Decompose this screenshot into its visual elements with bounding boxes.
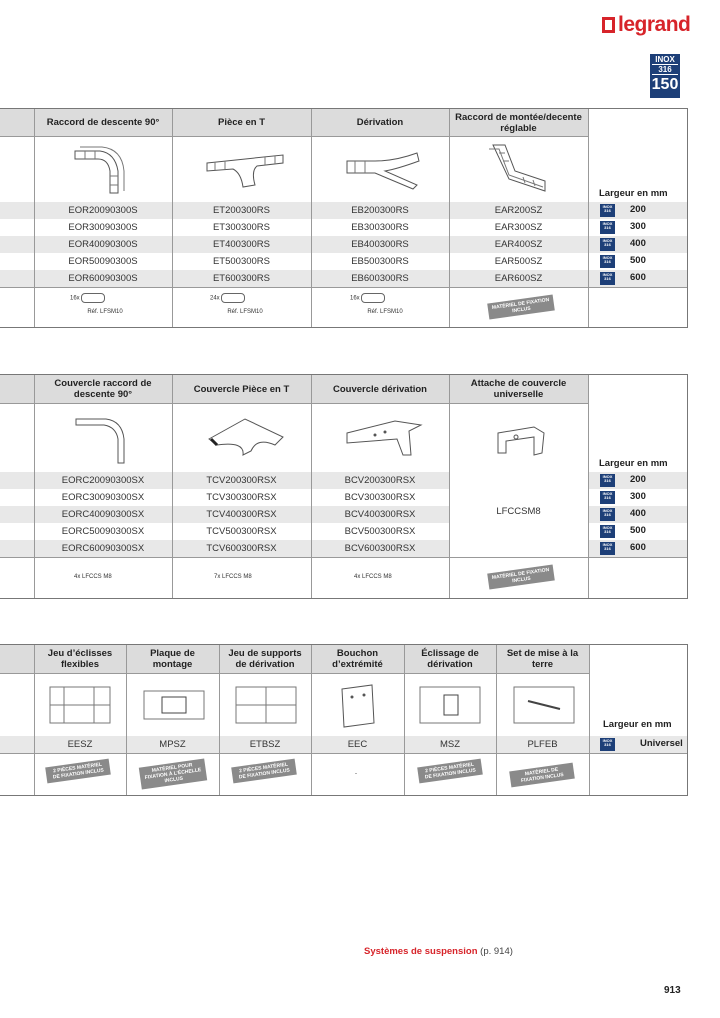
ref-cell: TCV500300RSX: [206, 526, 277, 537]
branch-splice-image: [414, 681, 486, 731]
elbow-cover-image: [72, 411, 132, 467]
ref-cell: EOR40090300S: [68, 239, 138, 250]
bolt-icon: [361, 293, 385, 303]
ref-cell: EORC50090300SX: [61, 526, 145, 537]
header-col-5: Éclissage de dérivation: [404, 645, 496, 673]
table-accessories: [0, 108, 688, 328]
inox-mini-icon: INOX 316: [600, 542, 615, 555]
header-col-1: Jeu d’éclisses flexibles: [34, 645, 126, 673]
ref-cell: EB500300RS: [351, 256, 409, 267]
ref-cell: EOR20090300S: [68, 205, 138, 216]
width-label: Largeur en mm: [599, 188, 668, 199]
adjustable-riser-image: [485, 141, 555, 197]
bolt-icon: [221, 293, 245, 303]
header-col-4: Raccord de montée/decente réglable: [449, 109, 588, 136]
table-row: [0, 253, 687, 270]
fixing-qty-3: 16x: [350, 295, 360, 302]
mounting-plate-image: [138, 681, 210, 731]
inox-mini-icon: INOX 316: [600, 272, 615, 285]
fixing-ref-2: Réf. LFSM10: [227, 309, 263, 315]
logo-icon: [602, 17, 615, 33]
inox-mini-icon: INOX 316: [600, 508, 615, 521]
ref-cell: BCV500300RSX: [344, 526, 416, 537]
cover-fixing-text-3: 4x LFCCS M8: [354, 574, 392, 580]
ref-cell: EAR600SZ: [494, 273, 543, 284]
ref-cell: TCV600300RSX: [206, 543, 277, 554]
ref-cell: ET600300RS: [212, 273, 271, 284]
stamp-3: 2 PIÈCES MATÉRIEL DE FIXATION INCLUS: [231, 759, 297, 784]
cover-fixing-3: [354, 574, 392, 580]
header-col-2: Plaque de montage: [126, 645, 219, 673]
table-row: [0, 270, 687, 287]
width-value: 400: [630, 238, 646, 249]
inox-mini-icon: INOX 316: [600, 525, 615, 538]
ref-cell: EB600300RS: [351, 273, 409, 284]
ref-cell: EOR30090300S: [68, 222, 138, 233]
brand-logo: [602, 12, 690, 38]
footer-page-ref: (p. 914): [480, 946, 513, 957]
cover-fixing-text-1: 4x LFCCS M8: [74, 574, 112, 580]
ref-cell: EB400300RS: [351, 239, 409, 250]
cover-fixing-text-2: 7x LFCCS M8: [214, 574, 252, 580]
ref-cell: BCV400300RSX: [344, 509, 416, 520]
inox-mini-icon: INOX 316: [600, 255, 615, 268]
width-value: 300: [630, 491, 646, 502]
table-connectors: [0, 644, 688, 796]
width-value: 600: [630, 272, 646, 283]
width-value: 500: [630, 255, 646, 266]
header-col-6: Set de mise à la terre: [496, 645, 589, 673]
width-row: [588, 506, 687, 523]
ref-cell: ETBSZ: [249, 739, 281, 750]
branch-support-image: [230, 681, 302, 731]
ref-cell: BCV600300RSX: [344, 543, 416, 554]
ref-cell: EAR400SZ: [494, 239, 543, 250]
end-cap-image: [336, 683, 380, 729]
table-row: [0, 506, 449, 523]
width-row: [588, 523, 687, 540]
ref-cell: EORC40090300SX: [61, 509, 145, 520]
brand-name: legrand: [618, 13, 691, 36]
stamp-1: 2 PIÈCES MATÉRIEL DE FIXATION INCLUS: [45, 759, 111, 784]
inox-mini-icon: INOX 316: [600, 738, 615, 751]
table-row: [0, 202, 687, 219]
ref-cell: EAR500SZ: [494, 256, 543, 267]
inox-mini-icon: INOX 316: [600, 491, 615, 504]
fixing-2: [210, 293, 280, 315]
header-col-1: Couvercle raccord de descente 90°: [34, 375, 172, 403]
flex-splice-image: [44, 681, 116, 731]
stamp-2: MATÉRIEL POUR FIXATION À L’ÉCHELLE INCLUS: [139, 759, 207, 790]
cover-clip-image: [494, 423, 548, 459]
ref-cell: EORC30090300SX: [61, 492, 145, 503]
ref-cell: EORC60090300SX: [61, 543, 145, 554]
earthing-set-image: [508, 681, 580, 731]
width-value: 400: [630, 508, 646, 519]
branch-cover-image: [345, 415, 423, 461]
header-col-3: Dérivation: [311, 109, 449, 136]
ref-cell: TCV300300RSX: [206, 492, 277, 503]
badge-line2: 316: [652, 64, 678, 75]
branch-image: [345, 149, 420, 191]
fixing-qty-2: 24x: [210, 295, 220, 302]
fixing-1: [70, 293, 140, 315]
width-value: 200: [630, 204, 646, 215]
table-row: [0, 472, 449, 489]
ref-cell: EORC20090300SX: [61, 475, 145, 486]
table-row: [0, 236, 687, 253]
header-col-4: Attache de couvercle universelle: [449, 375, 588, 403]
stamp-5: 2 PIÈCES MATÉRIEL DE FIXATION INCLUS: [417, 759, 483, 784]
ref-cell: MPSZ: [159, 739, 186, 750]
header-col-3: Couvercle dérivation: [311, 375, 449, 403]
inox-mini-icon: INOX 316: [600, 474, 615, 487]
ref-cell: TCV200300RSX: [206, 475, 277, 486]
elbow-90-image: [70, 141, 130, 199]
inox-mini-icon: INOX 316: [600, 221, 615, 234]
cover-fixing-stamp: MATÉRIEL DE FIXATION INCLUS: [487, 564, 555, 589]
inox-mini-icon: INOX 316: [600, 238, 615, 251]
ref-cell: PLFEB: [527, 739, 558, 750]
ref-cell: EB200300RS: [351, 205, 409, 216]
merged-ref: LFCCSM8: [496, 506, 541, 517]
inox-mini-icon: INOX 316: [600, 204, 615, 217]
ref-cell: ET400300RS: [212, 239, 271, 250]
ref-cell: EOR60090300S: [68, 273, 138, 284]
ref-cell: ET500300RS: [212, 256, 271, 267]
table-row: [0, 523, 449, 540]
header-col-2: Couvercle Pièce en T: [172, 375, 311, 403]
fixing-ref-1: Réf. LFSM10: [87, 309, 123, 315]
width-value: Universel: [640, 738, 683, 749]
stamp-6: MATÉRIEL DE FIXATION INCLUS: [509, 763, 575, 788]
width-row: [588, 540, 687, 557]
width-label: Largeur en mm: [603, 719, 672, 730]
fixing-stamp: MATÉRIEL DE FIXATION INCLUS: [487, 294, 555, 319]
width-value: 300: [630, 221, 646, 232]
table-row: [0, 736, 687, 753]
ref-cell: BCV300300RSX: [344, 492, 416, 503]
ref-cell: MSZ: [439, 739, 461, 750]
header-col-2: Pièce en T: [172, 109, 311, 136]
ref-cell: ET300300RS: [212, 222, 271, 233]
width-value: 600: [630, 542, 646, 553]
table-covers: [0, 374, 688, 599]
table-row: [0, 489, 449, 506]
stamp-4: -: [355, 771, 357, 777]
t-piece-image: [205, 149, 285, 189]
table-row: [0, 219, 687, 236]
header-col-4: Bouchon d’extrémité: [311, 645, 404, 673]
badge-line1: INOX: [655, 55, 675, 64]
ref-cell: EESZ: [67, 739, 93, 750]
header-col-3: Jeu de supports de dérivation: [219, 645, 311, 673]
table-row: [0, 540, 449, 557]
ref-cell: ET200300RS: [212, 205, 271, 216]
header-col-1: Raccord de descente 90°: [34, 109, 172, 136]
ref-cell: EAR200SZ: [494, 205, 543, 216]
ref-cell: EAR300SZ: [494, 222, 543, 233]
width-row: [588, 472, 687, 489]
footer-link[interactable]: [364, 946, 513, 957]
width-value: 500: [630, 525, 646, 536]
cover-fixing-1: [74, 574, 112, 580]
ref-cell: BCV200300RSX: [344, 475, 416, 486]
cover-fixing-2: [214, 574, 252, 580]
fixing-ref-3: Réf. LFSM10: [367, 309, 403, 315]
footer-link-text[interactable]: Systèmes de suspension: [364, 946, 478, 957]
ref-cell: EOR50090300S: [68, 256, 138, 267]
width-row: [588, 489, 687, 506]
ref-cell: EEC: [347, 739, 368, 750]
fixing-qty-1: 16x: [70, 295, 80, 302]
badge-line3: 150: [651, 76, 679, 93]
ref-cell: EB300300RS: [351, 222, 409, 233]
inox-badge: [650, 54, 680, 98]
width-label: Largeur en mm: [599, 458, 668, 469]
bolt-icon: [81, 293, 105, 303]
fixing-3: [350, 293, 420, 315]
t-cover-image: [205, 415, 285, 459]
page-number: 913: [664, 985, 681, 996]
ref-cell: TCV400300RSX: [206, 509, 277, 520]
width-value: 200: [630, 474, 646, 485]
